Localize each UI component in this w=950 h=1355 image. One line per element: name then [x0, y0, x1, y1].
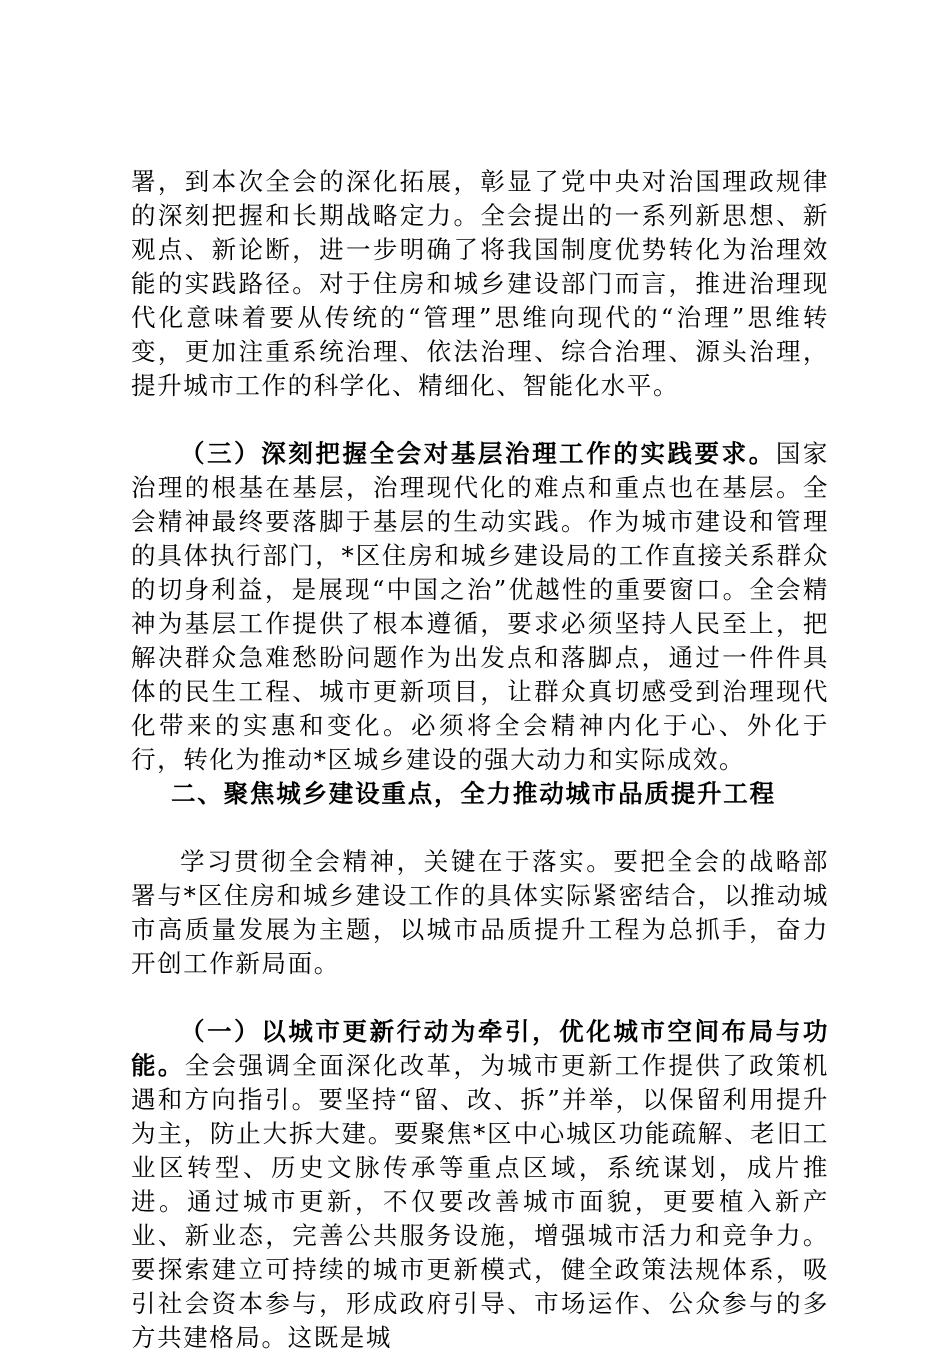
paragraph-3: 学习贯彻全会精神，关键在于落实。要把全会的战略部署与*区住房和城乡建设工作的具体实际紧密结合，以推动城市高质量发展为主题，以城市品质提升工程为总抓手，奋力开创工作新局面。	[131, 847, 829, 978]
paragraph-2-lead: （三）深刻把握全会对基层治理工作的实践要求。	[180, 439, 776, 468]
paragraph-1: 署，到本次全会的深化拓展，彰显了党中央对治国理政规律的深刻把握和长期战略定力。全会提出的一系列新思想、新观点、新论断，进一步明确了将我国制度优势转化为治理效能的实践路径。对于住房和城乡建设部门而言，推进治理现代化意味着要从传统的“管理”思维向现代的“治理”思维转变，更加注重系统治理、依法治理、综合治理、源头治理，提升城市工作的科学化、精细化、智能化水平。	[131, 167, 829, 400]
paragraph-4-lead: （一）以城市更新行动为牵引，优化城市空间布局与功能。	[131, 1017, 829, 1080]
paragraph-2-body: 国家治理的根基在基层，治理现代化的难点和重点也在基层。全会精神最终要落脚于基层的生动实践。作为城市建设和管理的具体执行部门，*区住房和城乡建设局的工作直接关系群众的切身利益，是展现“中国之治”优越性的重要窗口。全会精神为基层工作提供了根本遵循，要求必须坚持人民至上，把解决群众急难愁盼问题作为出发点和落脚点，通过一件件具体的民生工程、城市更新项目，让群众真切感受到治理现代化带来的实惠和变化。必须将全会精神内化于心、外化于行，转化为推动*区城乡建设的强大动力和实际成效。	[131, 439, 829, 774]
document-page	[131, 165, 829, 1355]
paragraph-2	[131, 437, 829, 777]
paragraph-4-body: 全会强调全面深化改革，为城市更新工作提供了政策机遇和方向指引。要坚持“留、改、拆”并举，以保留利用提升为主，防止大拆大建。要聚焦*区中心城区功能疏解、老旧工业区转型、历史文脉传承等重点区域，系统谋划，成片推进。通过城市更新，不仅要改善城市面貌，更要植入新产业、新业态，完善公共服务设施，增强城市活力和竞争力。要探索建立可持续的城市更新模式，健全政策法规体系，吸引社会资本参与，形成政府引导、市场运作、公众参与的多方共建格局。这既是城	[131, 1051, 830, 1352]
section-heading-2: 二、聚焦城乡建设重点，全力推动城市品质提升工程	[171, 779, 776, 808]
paragraph-4	[131, 1015, 829, 1355]
